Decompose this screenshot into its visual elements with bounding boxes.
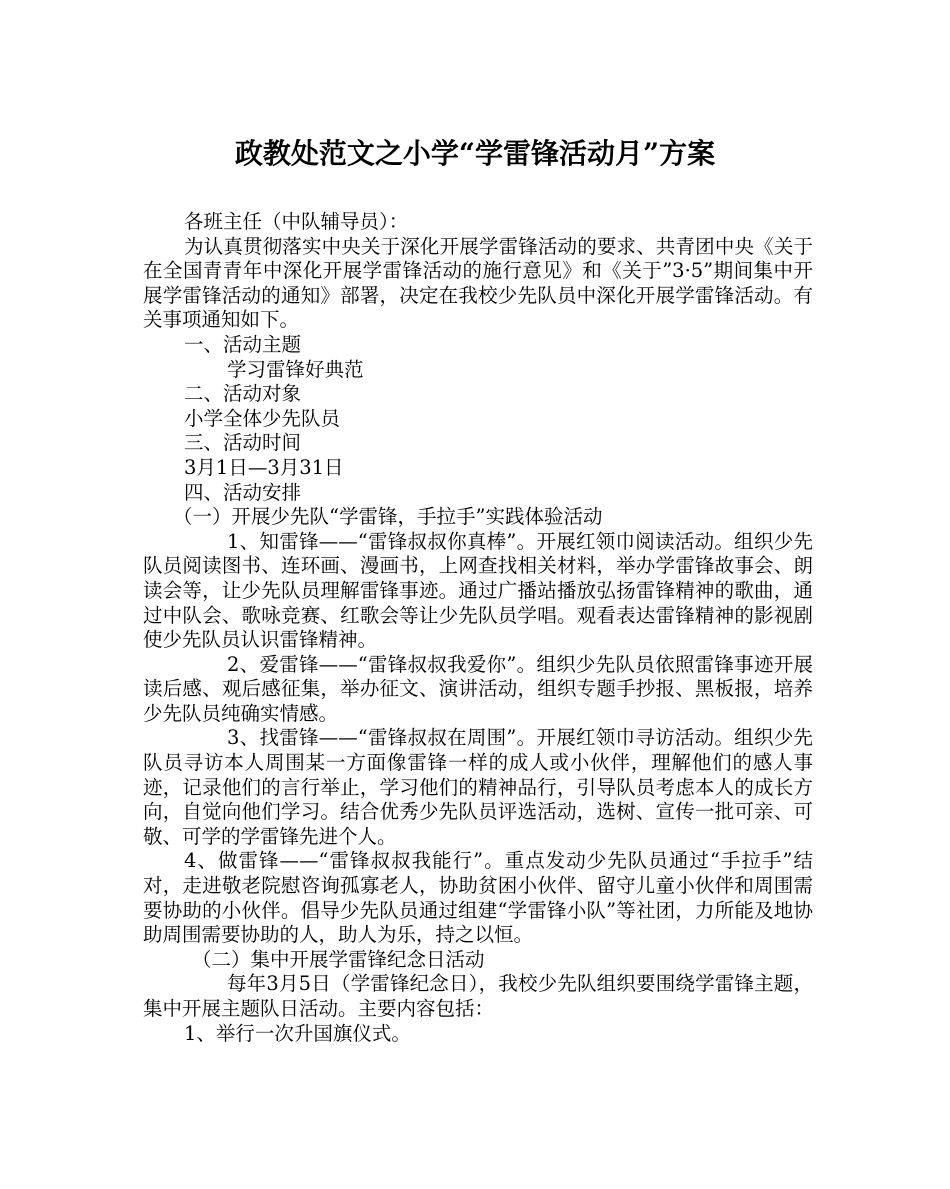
- activity-item-4: 4、做雷锋——“雷锋叔叔我能行”。重点发动少先队员通过“手拉手”结对，走进敬老院慰咨询孤寡老人，协助贫困小伙伴、留守儿童小伙伴和周围需要协助的小伙伴。倡导少先队员通过组建“学雷锋小队”等社团，力所能及地协助周围需要协助的人，助人为乐，持之以恒。: [143, 849, 813, 947]
- intro-paragraph: 为认真贯彻落实中央关于深化开展学雷锋活动的要求、共青团中央《关于在全国青青年中深化开展学雷锋活动的施行意见》和《关于”3·5”期间集中开展学雷锋活动的通知》部署，决定在我校少先队员中深化开展学雷锋活动。有关事项通知如下。: [143, 234, 813, 332]
- section-heading-target: 二、活动对象: [184, 382, 302, 406]
- theme-text: 学习雷锋好典范: [227, 357, 364, 381]
- salutation: 各班主任（中队辅导员）：: [184, 210, 409, 233]
- document-title: 政教处范文之小学“学雷锋活动月”方案: [234, 137, 716, 170]
- document-body: [143, 210, 813, 1046]
- target-text: 小学全体少先队员: [184, 406, 341, 430]
- subsection-heading-2: （二）集中开展学雷锋纪念日活动: [192, 947, 485, 971]
- memorial-day-item-1: 1、举行一次升国旗仪式。: [184, 1021, 411, 1045]
- section-heading-arrangement: 四、活动安排: [184, 480, 302, 504]
- subsection-heading-1: （一）开展少先队“学雷锋，手拉手”实践体验活动: [173, 505, 603, 529]
- section-heading-time: 三、活动时间: [184, 431, 302, 455]
- activity-item-3: 3、找雷锋——“雷锋叔叔在周围”。开展红领巾寻访活动。组织少先队员寻访本人周围某一方面像雷锋一样的成人或小伙伴，理解他们的感人事迹，记录他们的言行举止，学习他们的精神品行，引导队员考虑本人的成长方向，自觉向他们学习。结合优秀少先队员评选活动，选树、宣传一批可亲、可敬、可学的学雷锋先进个人。: [143, 726, 813, 848]
- section-heading-theme: 一、活动主题: [184, 332, 302, 356]
- time-text: 3月1日—3月31日: [184, 455, 344, 479]
- activity-item-2: 2、爱雷锋——“雷锋叔叔我爱你”。组织少先队员依照雷锋事迹开展读后感、观后感征集，举办征文、演讲活动，组织专题手抄报、黑板报，培养少先队员纯确实情感。: [143, 652, 813, 725]
- memorial-day-paragraph: 每年3月5日（学雷锋纪念日），我校少先队组织要围绕学雷锋主题，集中开展主题队日活动。主要内容包括：: [143, 972, 813, 1020]
- activity-item-1: 1、知雷锋——“雷锋叔叔你真棒”。开展红领巾阅读活动。组织少先队员阅读图书、连环画、漫画书，上网查找相关材料，举办学雷锋故事会、朗读会等，让少先队员理解雷锋事迹。通过广播站播放弘扬雷锋精神的歌曲，通过中队会、歌咏竞赛、红歌会等让少先队员学唱。观看表达雷锋精神的影视剧使少先队员认识雷锋精神。: [143, 529, 813, 652]
